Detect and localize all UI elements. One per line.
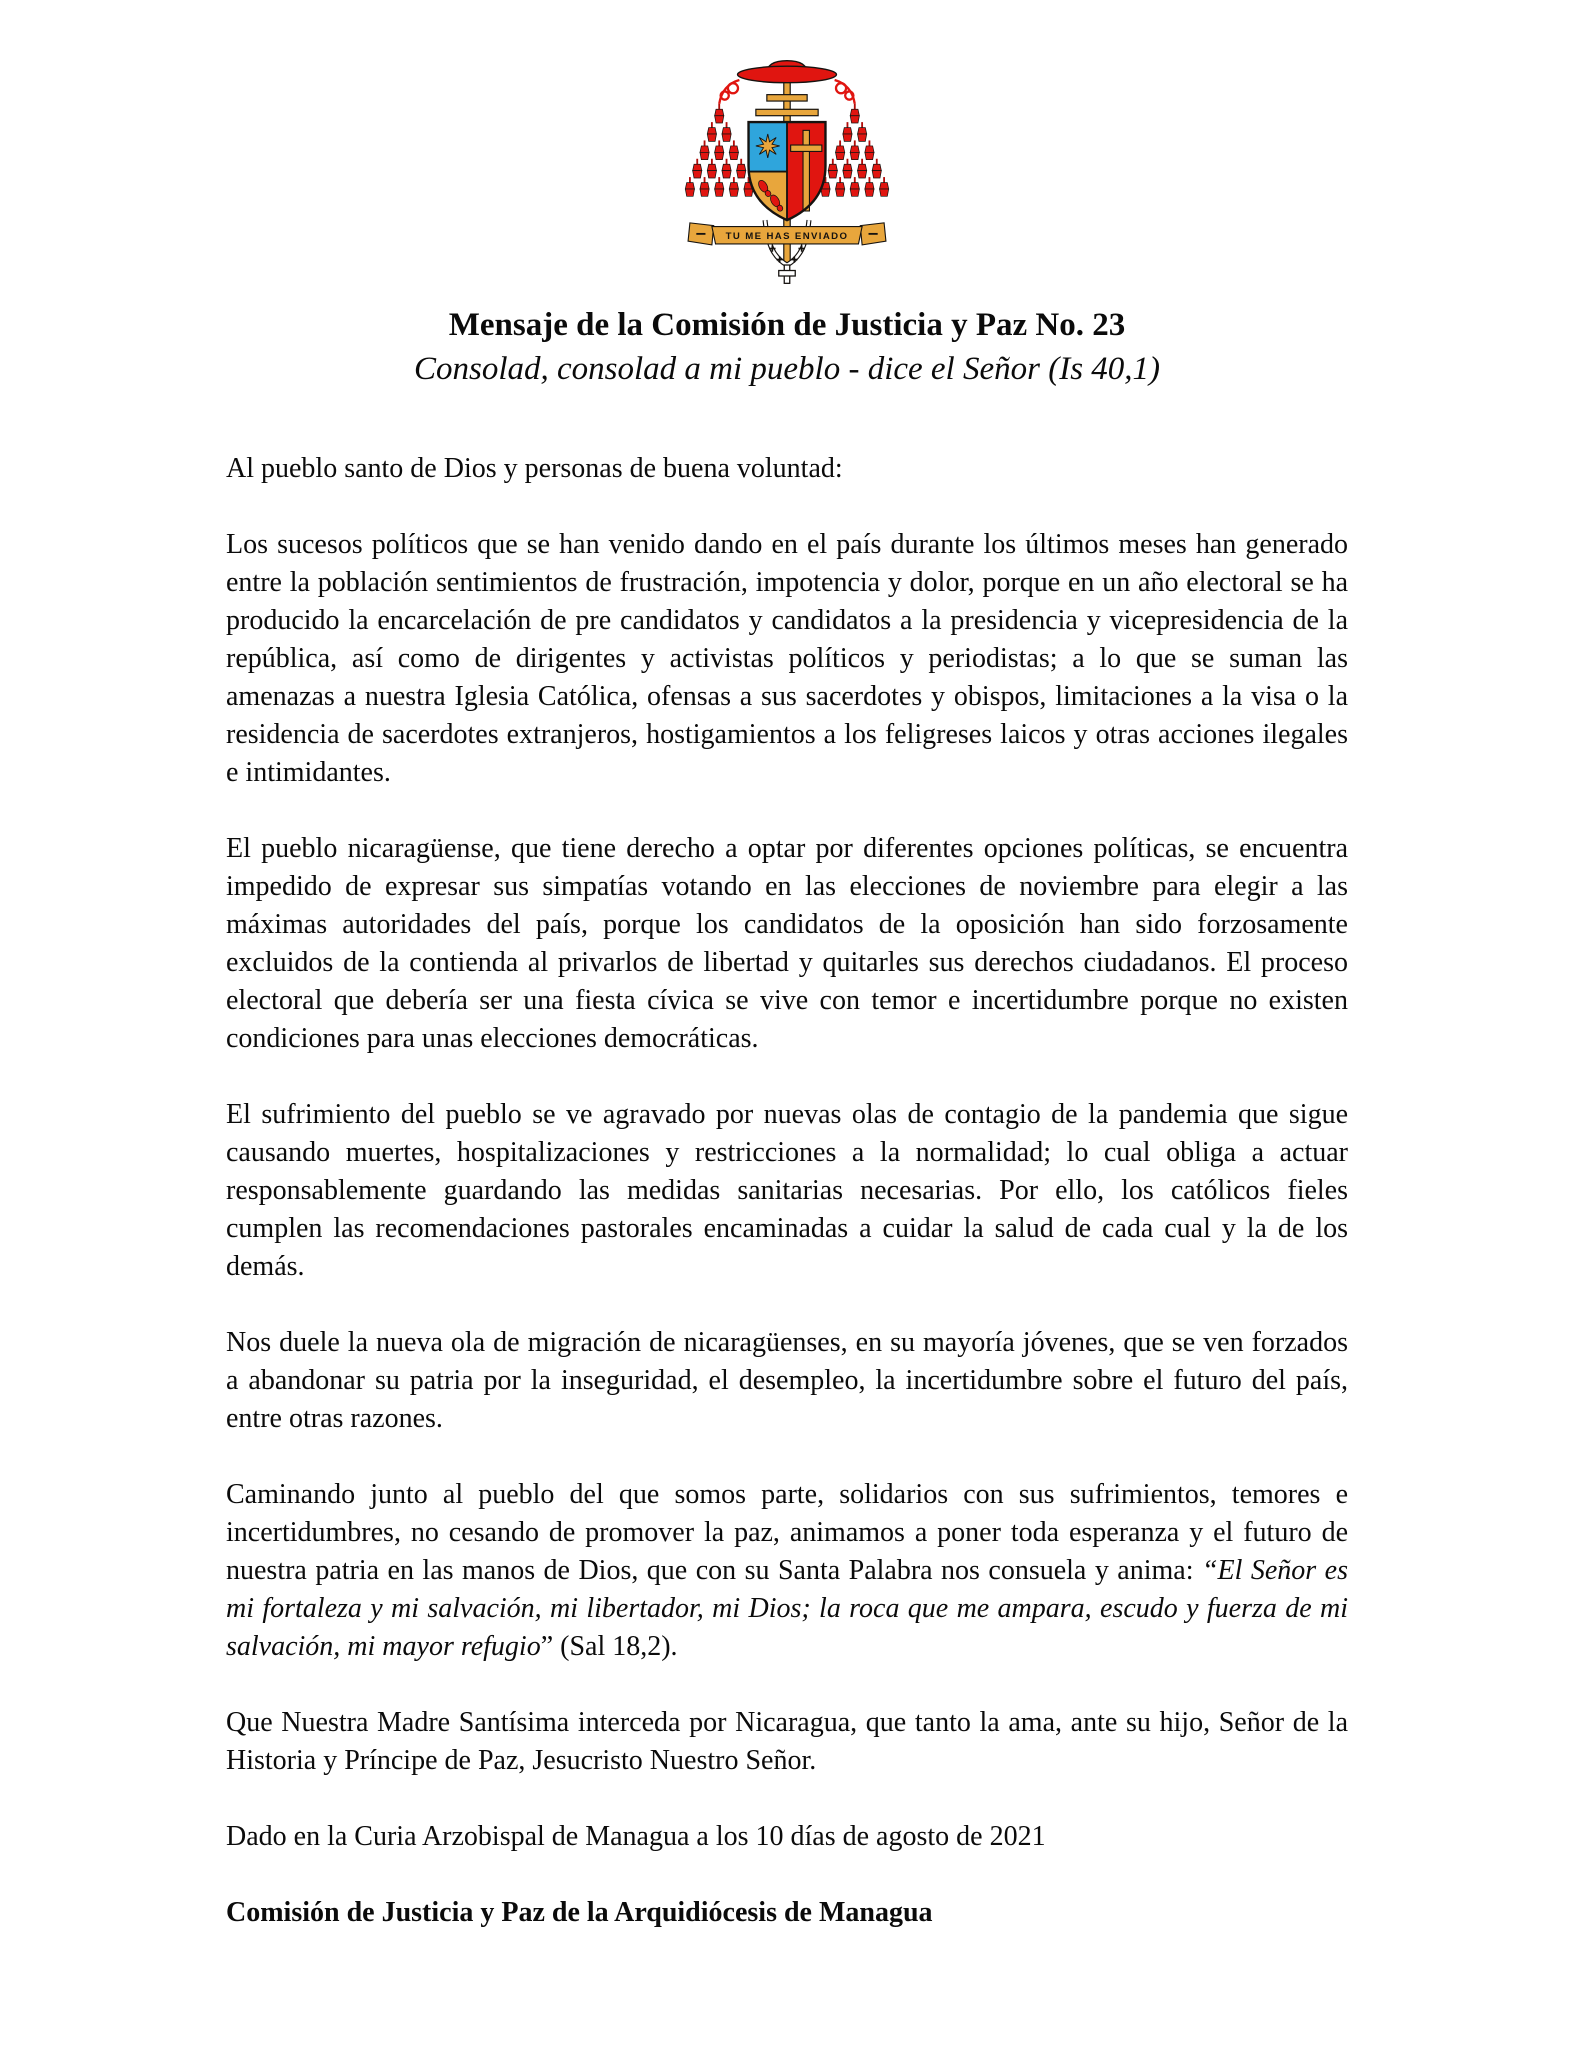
text-segment: “El Señor es mi fortaleza y mi salvación, mi libertador, mi Dios; la roca que me ampara, escudo y fuerza de mi salvación, mi mayor refugio — [226, 1555, 1348, 1662]
paragraph — [226, 526, 1348, 792]
page-subtitle: Consolad, consolad a mi pueblo - dice el Señor (Is 40,1) — [413, 351, 1161, 387]
shield-icon — [749, 122, 826, 225]
page-title: Mensaje de la Comisión de Justicia y Paz No. 23 — [448, 307, 1126, 343]
paragraph — [226, 1704, 1348, 1780]
paragraph — [226, 1818, 1348, 1856]
motto-banner — [688, 223, 886, 245]
document-paragraphs — [226, 526, 1348, 1932]
motto-text: TU ME HAS ENVIADO — [725, 230, 849, 242]
star-icon — [756, 134, 780, 158]
text-segment: El sufrimiento del pueblo se ve agravado por nuevas olas de contagio de la pandemia que sigue causando muertes, hospitalizaciones y restricciones a la normalidad; lo cual obliga a actuar responsablemente guardando las medidas sanitarias necesarias. Por ello, los católicos fieles cumplen las recomendaciones pastorales encaminadas a cuidar la salud de cada cual y la de los demás. — [226, 1099, 1348, 1282]
salutation: Al pueblo santo de Dios y personas de buena voluntad: — [226, 453, 843, 484]
title-block — [0, 304, 1574, 392]
text-segment: Dado en la Curia Arzobispal de Managua a los 10 días de agosto de 2021 — [226, 1821, 1046, 1852]
paragraph — [226, 1096, 1348, 1286]
paragraph — [226, 1476, 1348, 1666]
pendant-cross-icon — [779, 265, 795, 283]
text-segment: Comisión de Justicia y Paz de la Arquidiócesis de Managua — [226, 1897, 933, 1928]
text-segment: Los sucesos políticos que se han venido dando en el país durante los últimos meses han generado entre la población sentimientos de frustración, impotencia y dolor, porque en un año electoral se ha producido la encarcelación de pre candidatos y candidatos a la presidencia y vicepresidencia de la república, así como de dirigentes y activistas políticos y periodistas; a lo que se suman las amenazas a nuestra Iglesia Católica, ofensas a sus sacerdotes y obispos, limitaciones a la visa o la residencia de sacerdotes extranjeros, hostigamientos a los feligreses laicos y otras acciones ilegales e intimidantes. — [226, 529, 1348, 788]
coat-of-arms-icon — [677, 58, 897, 287]
paragraph — [226, 830, 1348, 1058]
coat-of-arms — [0, 0, 1574, 292]
paragraph — [226, 1894, 1348, 1932]
text-segment: ” (Sal 18,2). — [540, 1631, 678, 1662]
text-segment: Caminando junto al pueblo del que somos parte, solidarios con sus sufrimientos, temores e incertidumbres, no cesando de promover la paz, animamos a poner toda esperanza y el futuro de nuestra patria en las manos de Dios, que con su Santa Palabra nos consuela y anima: — [226, 1479, 1348, 1586]
paragraph — [226, 1324, 1348, 1438]
galero-hat-icon — [738, 61, 837, 83]
document-body — [226, 450, 1348, 1932]
text-segment: El pueblo nicaragüense, que tiene derecho a optar por diferentes opciones políticas, se encuentra impedido de expresar sus simpatías votando en las elecciones de noviembre para elegir a las máximas autoridades del país, porque los candidatos de la oposición han sido forzosamente excluidos de la contienda al privarlos de libertad y quitarles sus derechos ciudadanos. El proceso electoral que debería ser una fiesta cívica se vive con temor e incertidumbre porque no existen condiciones para unas elecciones democráticas. — [226, 833, 1348, 1054]
text-segment: Nos duele la nueva ola de migración de nicaragüenses, en su mayoría jóvenes, que se ven forzados a abandonar su patria por la inseguridad, el desempleo, la incertidumbre sobre el futuro del país, entre otras razones. — [226, 1327, 1348, 1434]
text-segment: Que Nuestra Madre Santísima interceda por Nicaragua, que tanto la ama, ante su hijo, Señor de la Historia y Príncipe de Paz, Jesucristo Nuestro Señor. — [226, 1707, 1348, 1776]
